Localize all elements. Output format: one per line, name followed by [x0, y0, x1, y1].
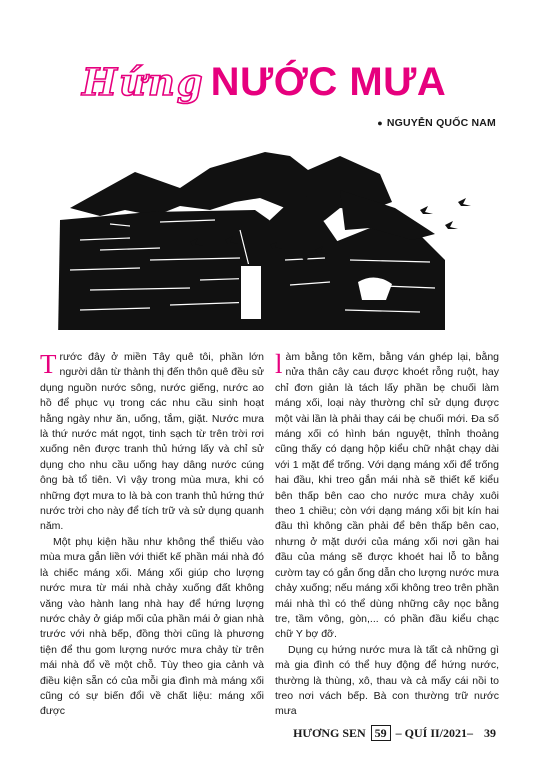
title-script-word: Hứng — [82, 60, 205, 104]
ground — [40, 330, 505, 345]
paragraph-2-part-1: Một phụ kiện hầu như không thể thiếu vào mùa mưa gắn liền với thiết kế phần mái nhà đó là chiếc máng xối. Máng xối giúp cho lượng nước mưa từ mái nhà chảy xuống đất không văng vào hành lang nhà hay để hứng lượng nước chảy ở giáp mối của phần mái ở gian nhà trước với nhà bếp, đồng thời cũng là phương tiện để thu gom lượng nước mưa chảy từ trên mái nhà đổ về một chỗ. Tùy theo gia cảnh và điều kiện sẵn có của mỗi gia đình mà máng xối cũng có sự biến đổi về chất liệu: máng xối được — [40, 535, 264, 718]
paragraph-2-part-2: làm bằng tôn kẽm, bằng ván ghép lại, bằng nửa thân cây cau được khoét rỗng ruột, hay chỉ đơn giản là tách lấy phần bẹ chuối làm máng xối, loại này thường chỉ sử dụng được một vài lần là phải thay cái bẹ chuối mới. Đa số máng xối có hình bán nguyệt, thỉnh thoảng cũng thấy có dạng hộp kiểu chữ nhật chạy dài với 1 mặt để trống. Với dạng máng xối để trống hai đầu, khi treo gắn mái nhà sẽ thiết kế kiểu bên thấp bên cao cho nước mưa chảy xuôi theo 1 chiều; còn với dạng máng xối bịt kín hai đầu thì không cần phải để bên thấp bên cao, nhưng ở mặt dưới của máng xối nơi gần hai đầu của máng sẽ được khoét hai lỗ to bằng cườm tay có gắn ống dẫn cho lượng nước mưa chảy xuống; nếu máng xối không treo trên phần mái nhà thì có thể dùng những cây nọc bằng tre, tầm vông, gòn,... có phần đầu kiểu chạc chữ Y bợ đỡ. — [275, 349, 499, 641]
page-number: 39 — [484, 726, 496, 740]
article-title — [82, 62, 446, 102]
text-column-right — [275, 350, 499, 720]
issue-quarter: – QUÍ II/2021– — [395, 726, 473, 740]
author-name: NGUYỄN QUỐC NAM — [386, 117, 496, 129]
text-column-left — [40, 350, 264, 720]
author-byline — [377, 117, 496, 129]
paragraph-3: Dụng cụ hứng nước mưa là tất cả những gì mà gia đình có thể huy động để hứng nước, thường là thùng, xô, thau và cả mấy cái nồi to treo nơi vách bếp. Bà con thường trữ nước mưa — [275, 643, 499, 718]
paragraph-1: Trước đây ở miền Tây quê tôi, phần lớn người dân từ thành thị đến thôn quê đều sử dụng nguồn nước sông, nước giếng, nước ao hồ để phục vụ trong các nhu cầu sinh hoạt hằng ngày như ăn, uống, tắm, giặt. Nước mưa là thứ nước mát ngọt, tinh sạch từ trên trời rơi xuống nên được tranh thủ hứng lấy và chỉ sử dụng cho nhu cầu uống hay dâng nước cúng ông bà tổ tiên. Vì vậy trong mùa mưa, khi có những đợt mưa to là bà con tranh thủ hứng thứ nước trời cho này để tích trữ và sử dụng quanh năm. — [40, 349, 264, 533]
issue-number: 59 — [371, 725, 391, 741]
magazine-name: HƯƠNG SEN — [293, 726, 366, 740]
bullet-icon: ● — [377, 118, 383, 128]
house-door — [240, 265, 262, 320]
title-main-words: NƯỚC MƯA — [210, 60, 447, 104]
house-illustration — [40, 150, 505, 345]
page-footer — [293, 726, 496, 741]
